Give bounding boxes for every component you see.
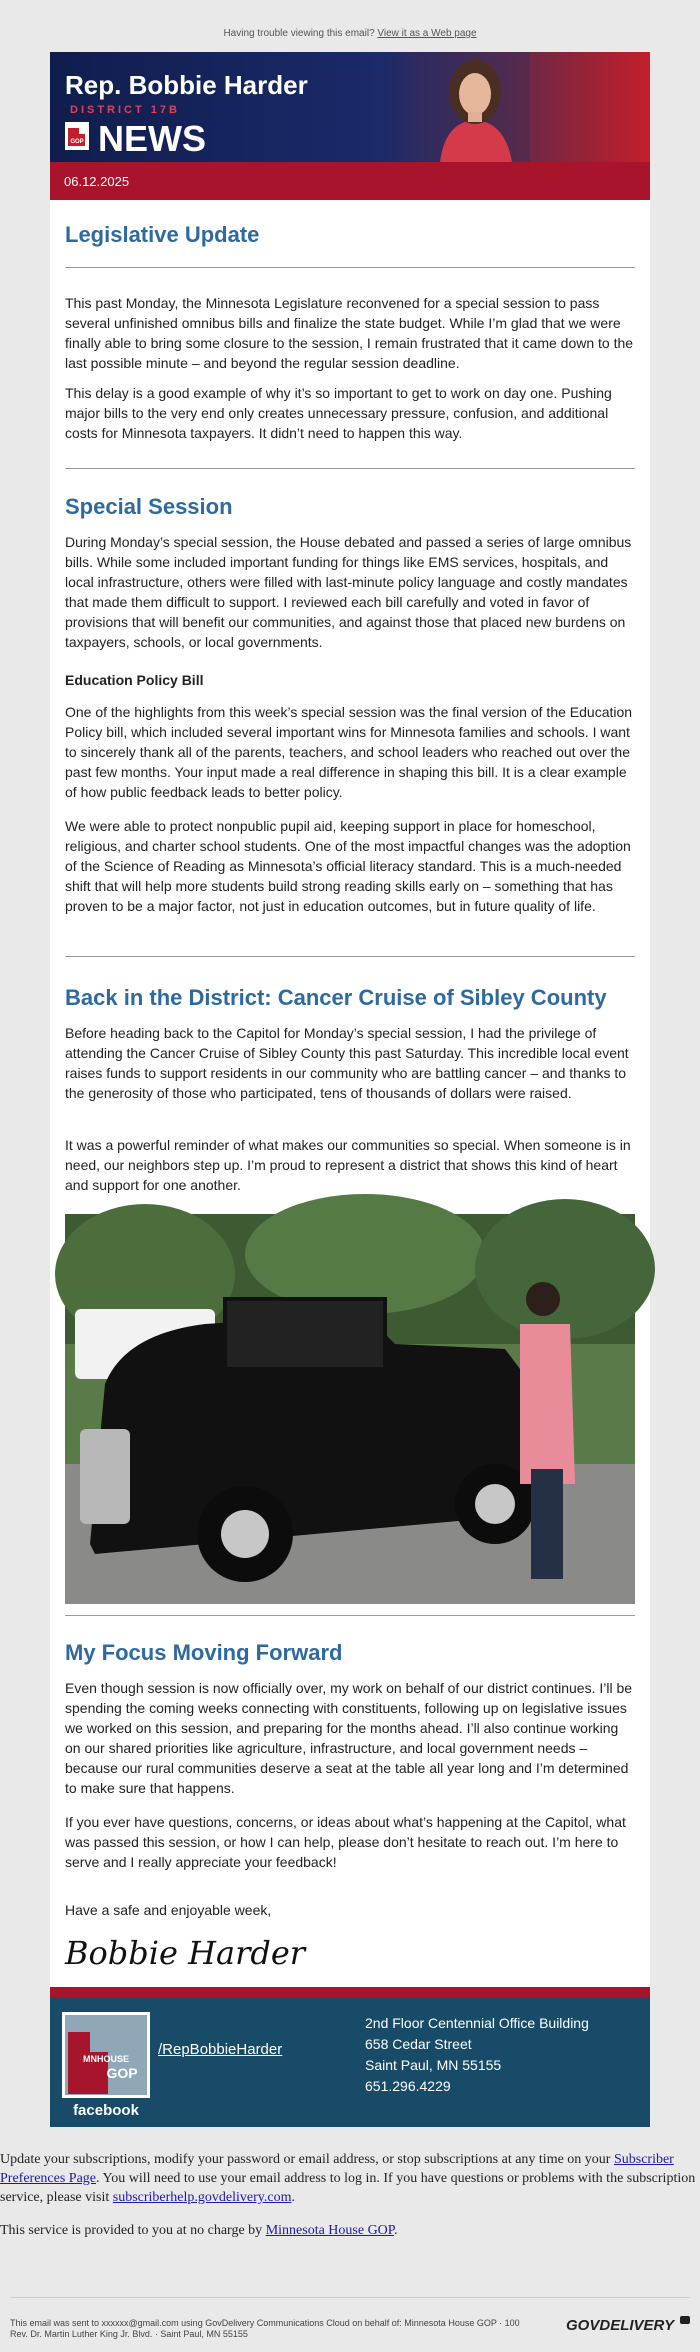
district-label: DISTRICT 17B [70, 104, 180, 116]
svg-text:Bobbie Harder: Bobbie Harder [65, 1934, 306, 1972]
paragraph: We were able to protect nonpublic pupil aid, keeping support in place for homeschool, religious, and charter school students. One of the most impactful changes was the adoption of the Science of Reading as Minnesota’s official literacy standard. This is a much-needed shift that will help more students build strong reading skills early on – something that has proven to be a major factor, not just in education outcomes, but in future quality of life. [65, 818, 631, 914]
paragraph: If you ever have questions, concerns, or ideas about what’s happening at the Capitol, what was passed this session, or how I can help, please don’t hesitate to reach out. I’m here to serve and I really appreciate your feedback! [65, 1814, 626, 1870]
paragraph: Before heading back to the Capitol for Monday’s special session, I had the privilege of attending the Cancer Cruise of Sibley County this past Saturday. This incredible local event raises funds to support residents in our community who are battling cancer – and thanks to the generosity of those who participated, tens of thousands of dollars were raised. [65, 1025, 629, 1101]
svg-text:GOP: GOP [106, 2065, 138, 2081]
address-line: Saint Paul, MN 55155 [365, 2057, 502, 2073]
closing-line: Have a safe and enjoyable week, [65, 1902, 272, 1918]
section-title-focus: My Focus Moving Forward [65, 1640, 343, 1665]
subscriber-preferences-link[interactable]: Subscriber Preferences Page [0, 2152, 674, 2186]
paragraph: During Monday’s special session, the House debated and passed a series of large omnibus bills. While some included important funding for things like EMS services, hospitals, and local infrastructure, others were filled with last-minute policy language and costly mandates that made them difficult to support. I reviewed each bill carefully and voted in favor of provisions that will benefit our communities, and against those that placed new burdens on taxpayers, schools, or local governments. [65, 534, 632, 650]
subscription-text [0, 2150, 700, 2207]
section-title-special-session: Special Session [65, 494, 233, 519]
footer-contact [50, 1987, 650, 2127]
subscription-text-part: . [394, 2223, 398, 2238]
divider [10, 2297, 690, 2298]
address-line: 658 Cedar Street [365, 2036, 472, 2052]
subscription-text-part: This service is provided to you at no charge by [0, 2223, 263, 2238]
representative-name: Rep. Bobbie Harder [65, 70, 308, 100]
gop-logo-icon [65, 122, 89, 150]
subscription-text-part: . [291, 2190, 295, 2205]
paragraph: One of the highlights from this week’s special session was the final version of the Education Policy bill, which included several important wins for Minnesota families and schools. I want to sincerely thank all of the parents, teachers, and school leaders who reached out over the past few months. Your input made a real difference in shaping this bill. It is a clear example of how public feedback leads to better policy. [65, 704, 633, 800]
govdelivery-wordmark: GOVDELIVERY [566, 2317, 674, 2334]
section-title-legislative-update: Legislative Update [65, 222, 260, 247]
newsletter-date: 06.12.2025 [64, 174, 130, 189]
govdelivery-logo[interactable] [566, 2316, 690, 2334]
subheading-education-policy: Education Policy Bill [65, 672, 204, 688]
web-page-link[interactable]: View it as a Web page [377, 28, 477, 39]
facebook-link-logo[interactable] [62, 2012, 150, 2120]
news-wordmark: NEWS [98, 118, 206, 159]
paragraph: Even though session is now officially over, my work on behalf of our district continues. I’ll be spending the coming weeks connecting with constituents, following up on legislative issues we worked on this session, and preparing for the months ahead. I’ll also continue working on our shared priorities like agriculture, infrastructure, and local government needs – because our rural communities deserve a seat at the table all year long and I’m determined to make sure that happens. [65, 1680, 633, 1796]
svg-text:facebook: facebook [73, 2102, 139, 2119]
divider [65, 267, 635, 268]
subscription-info [0, 2150, 700, 2240]
speech-bubble-icon [680, 2316, 690, 2324]
office-address [365, 2013, 589, 2097]
newsletter-body [50, 200, 650, 1987]
service-provider-text [0, 2221, 700, 2240]
facebook-handle-link[interactable]: /RepBobbieHarder [158, 2041, 283, 2058]
mnhouse-gop-facebook-icon [62, 2012, 150, 2120]
subscription-text-part: . You will need to use your email address to log in. If you have questions or problems with the subscription service, please visit [0, 2171, 696, 2205]
subscription-text-part: Update your subscriptions, modify your password or email address, or stop subscriptions at any time on your [0, 2152, 611, 2167]
preheader [0, 28, 700, 39]
fine-print-line: This email was sent to xxxxxx@gmail.com using GovDelivery Communications Cloud on behalf of: Minnesota House GOP · 100 [10, 2318, 520, 2328]
fine-print-line: Rev. Dr. Martin Luther King Jr. Blvd. · Saint Paul, MN 55155 [10, 2329, 248, 2339]
fine-print [10, 2318, 520, 2340]
newsletter-banner [50, 52, 650, 162]
logo-text: GOP [70, 139, 84, 145]
minnesota-house-gop-link[interactable]: Minnesota House GOP [265, 2223, 395, 2238]
paragraph: This past Monday, the Minnesota Legislature reconvened for a special session to pass several unfinished omnibus bills and finalize the state budget. While I’m glad that we were finally able to bring some closure to the session, I remain frustrated that it came down to the last possible minute – and beyond the regular session deadline. [65, 295, 634, 371]
date-bar [50, 162, 650, 200]
address-line: 2nd Floor Centennial Office Building [365, 2015, 589, 2031]
signature [65, 1928, 306, 1976]
svg-text:MNHOUSE: MNHOUSE [82, 2054, 130, 2064]
subscriber-help-link[interactable]: subscriberhelp.govdelivery.com [112, 2190, 292, 2205]
preheader-text: Having trouble viewing this email? [223, 28, 375, 39]
phone-number: 651.296.4229 [365, 2078, 451, 2094]
paragraph: It was a powerful reminder of what makes our communities so special. When someone is in need, our neighbors step up. I’m proud to represent a district that shows this kind of heart and support for one another. [65, 1137, 631, 1193]
section-title-cancer-cruise: Back in the District: Cancer Cruise of Sibley County [65, 985, 607, 1010]
divider [65, 468, 635, 469]
divider [65, 1615, 635, 1616]
cancer-cruise-photo [65, 1214, 635, 1604]
representative-photo [420, 52, 530, 162]
divider [65, 956, 635, 957]
paragraph: This delay is a good example of why it’s so important to get to work on day one. Pushing major bills to the very end only creates unnecessary pressure, confusion, and additional costs for Minnesota taxpayers. It didn’t need to happen this way. [65, 385, 612, 441]
